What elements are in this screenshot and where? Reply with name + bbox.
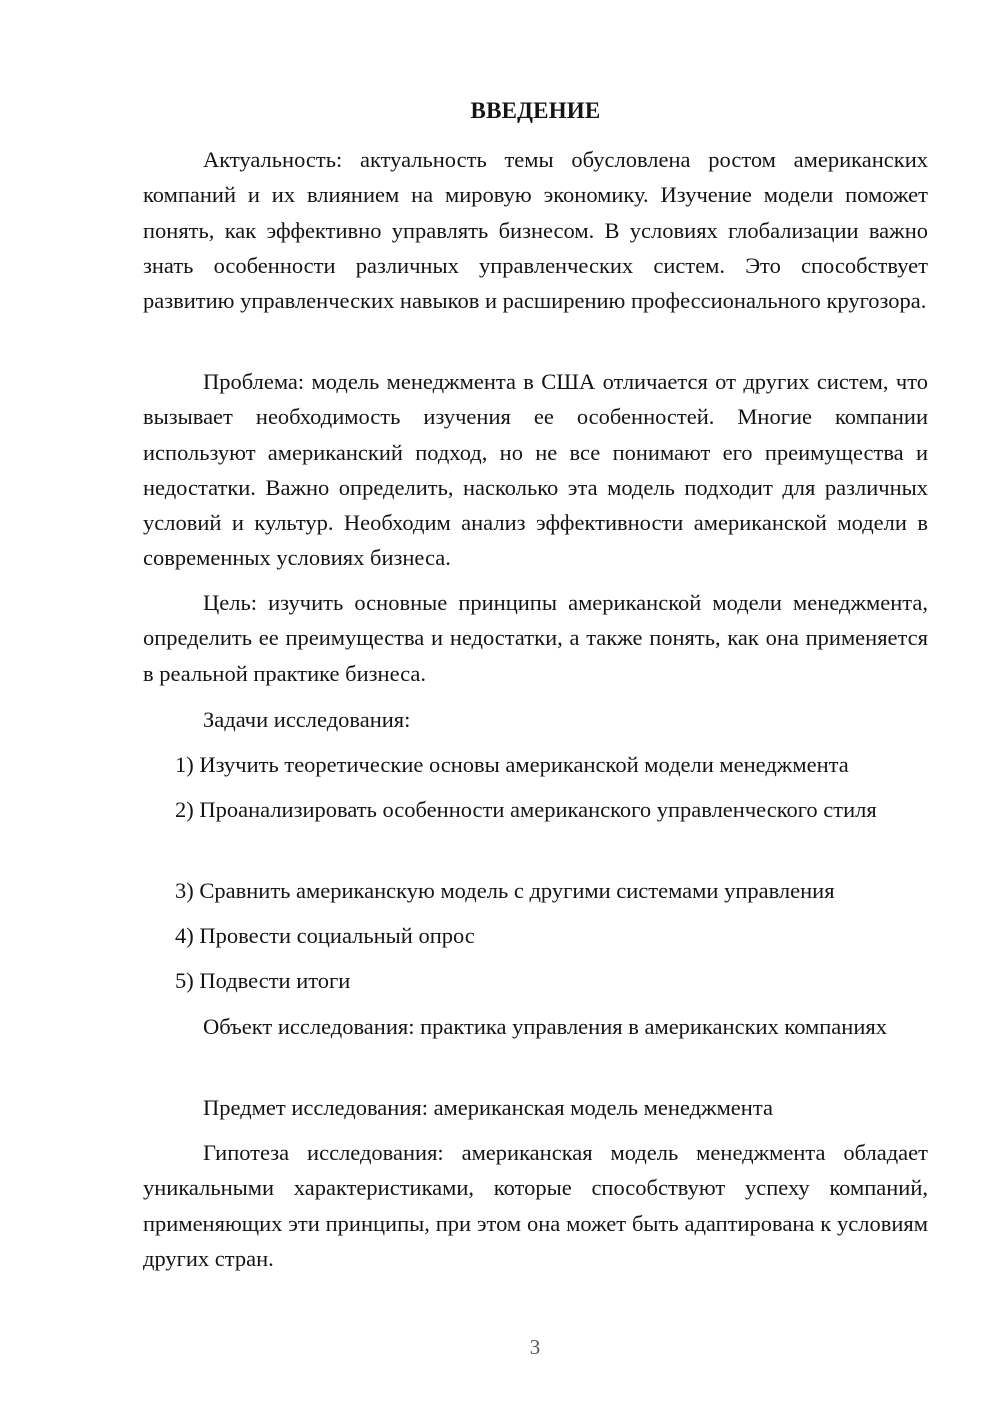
relevance-paragraph: Актуальность: актуальность темы обусловлена ростом американских компаний и их влиянием на мировую экономику. Изучение модели поможет понять, как эффективно управлять бизнесом. В условиях глобализации важно знать особенности различных управленческих систем. Это способствует развитию управленческих навыков и расширению профессионального кругозора. [143,147,928,314]
page-title: ВВЕДЕНИЕ [470,98,601,123]
task-item-3: 3) Сравнить американскую модель с другими системами управления [175,878,835,903]
task-item-5: 5) Подвести итоги [175,968,351,993]
page-number: 3 [529,1335,541,1359]
tasks-heading: Задачи исследования: [203,707,411,732]
problem-paragraph: Проблема: модель менеджмента в США отличается от других систем, что вызывает необходимость изучения ее особенностей. Многие компании используют американский подход, но не все понимают его преимущества и недостатки. Важно определить, насколько эта модель подходит для различных условий и культур. Необходим анализ эффективности американской модели в современных условиях бизнеса. [143,369,928,571]
task-item-4: 4) Провести социальный опрос [175,923,475,948]
task-item-2: 2) Проанализировать особенности американского управленческого стиля [175,797,877,822]
object-paragraph: Объект исследования: практика управления в американских компаниях [203,1014,887,1039]
task-item-1: 1) Изучить теоретические основы американской модели менеджмента [175,752,849,777]
hypothesis-paragraph: Гипотеза исследования: американская модель менеджмента обладает уникальными характеристиками, которые способствуют успеху компаний, применяющих эти принципы, при этом она может быть адаптирована к условиям других стран. [143,1140,928,1271]
goal-paragraph: Цель: изучить основные принципы американской модели менеджмента, определить ее преимущества и недостатки, а также понять, как она применяется в реальной практике бизнеса. [143,590,928,686]
subject-paragraph: Предмет исследования: американская модель менеджмента [203,1095,773,1120]
